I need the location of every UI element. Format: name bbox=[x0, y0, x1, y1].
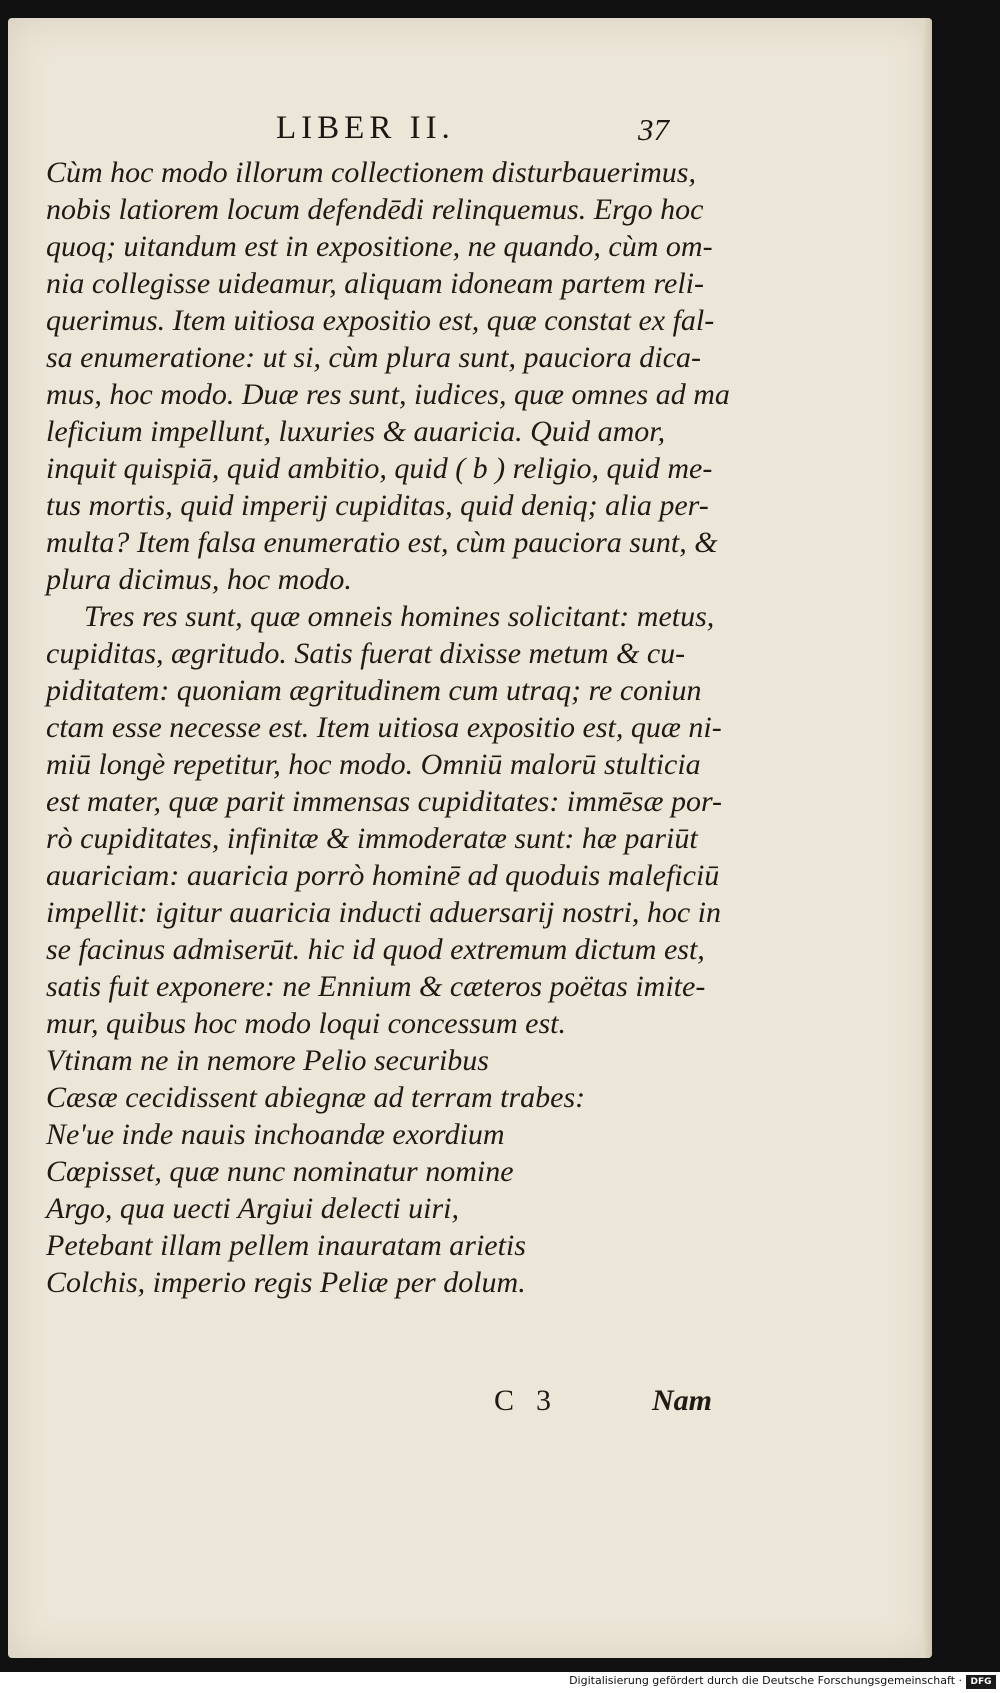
text-line: satis fuit exponere: ne Ennium & cæteros poëtas imite- bbox=[46, 970, 706, 1003]
text-line: se facinus admiserūt. hic id quod extremum dictum est, bbox=[46, 933, 705, 966]
text-line: ctam esse necesse est. Item uitiosa expositio est, quæ ni- bbox=[46, 711, 722, 744]
text-line: Cùm hoc modo illorum collectionem disturbauerimus, bbox=[46, 156, 696, 189]
verse-line: Cæsæ cecidissent abiegnæ ad terram trabes: bbox=[46, 1081, 586, 1114]
verse-line: Ne'ue inde nauis inchoandæ exordium bbox=[46, 1118, 505, 1151]
body-text bbox=[46, 154, 766, 1301]
text-line: nobis latiorem locum defendēdi relinquemus. Ergo hoc bbox=[46, 193, 704, 226]
text-line: cupiditas, ægritudo. Satis fuerat dixisse metum & cu- bbox=[46, 637, 686, 670]
text-line: impellit: igitur auaricia inducti aduersarij nostri, hoc in bbox=[46, 896, 721, 929]
signature-number: 3 bbox=[536, 1384, 551, 1417]
text-line: rò cupiditates, infinitæ & immoderatæ sunt: hæ pariūt bbox=[46, 822, 698, 855]
catchword-line bbox=[8, 1384, 932, 1424]
text-line: inquit quispiā, quid ambitio, quid ( b ) religio, quid me- bbox=[46, 452, 713, 485]
catchword: Nam bbox=[652, 1384, 712, 1417]
text-line: multa? Item falsa enumeratio est, cùm pauciora sunt, & bbox=[46, 526, 718, 559]
text-line: miū longè repetitur, hoc modo. Omniū malorū stulticia bbox=[46, 748, 701, 781]
text-line: plura dicimus, hoc modo. bbox=[46, 563, 352, 596]
text-line: sa enumeratione: ut si, cùm plura sunt, pauciora dica- bbox=[46, 341, 701, 374]
signature-mark: C bbox=[494, 1384, 515, 1417]
text-line: tus mortis, quid imperij cupiditas, quid deniq; alia per- bbox=[46, 489, 709, 522]
text-line: auariciam: auaricia porrò hominē ad quoduis maleficiū bbox=[46, 859, 720, 892]
verse-line: Vtinam ne in nemore Pelio securibus bbox=[46, 1044, 489, 1077]
running-title: LIBER II. bbox=[276, 110, 455, 146]
digitization-footer bbox=[0, 1672, 1000, 1693]
text-line: Tres res sunt, quæ omneis homines solicitant: metus, bbox=[84, 600, 715, 633]
text-line: nia collegisse uideamur, aliquam idoneam partem reli- bbox=[46, 267, 704, 300]
running-header bbox=[8, 110, 932, 150]
text-line: quoq; uitandum est in expositione, ne quando, cùm om- bbox=[46, 230, 713, 263]
dfg-logo-icon: DFG bbox=[966, 1675, 996, 1689]
verse-line: Cœpisset, quæ nunc nominatur nomine bbox=[46, 1155, 514, 1188]
text-line: mus, hoc modo. Duæ res sunt, iudices, quæ omnes ad ma bbox=[46, 378, 730, 411]
page-number: 37 bbox=[638, 112, 669, 147]
text-line: piditatem: quoniam ægritudinem cum utraq; re coniun bbox=[46, 674, 702, 707]
book-page bbox=[8, 18, 932, 1658]
text-line: querimus. Item uitiosa expositio est, quæ constat ex fal- bbox=[46, 304, 715, 337]
text-line: leficium impellunt, luxuries & auaricia. Quid amor, bbox=[46, 415, 666, 448]
verse-line: Petebant illam pellem inauratam arietis bbox=[46, 1229, 526, 1262]
funding-credit: Digitalisierung gefördert durch die Deutsche Forschungsgemeinschaft · bbox=[569, 1674, 962, 1687]
text-line: est mater, quæ parit immensas cupiditates: immēsæ por- bbox=[46, 785, 723, 818]
verse-line: Colchis, imperio regis Peliæ per dolum. bbox=[46, 1266, 526, 1299]
verse-line: Argo, qua uecti Argiui delecti uiri, bbox=[46, 1192, 459, 1225]
text-line: mur, quibus hoc modo loqui concessum est. bbox=[46, 1007, 566, 1040]
